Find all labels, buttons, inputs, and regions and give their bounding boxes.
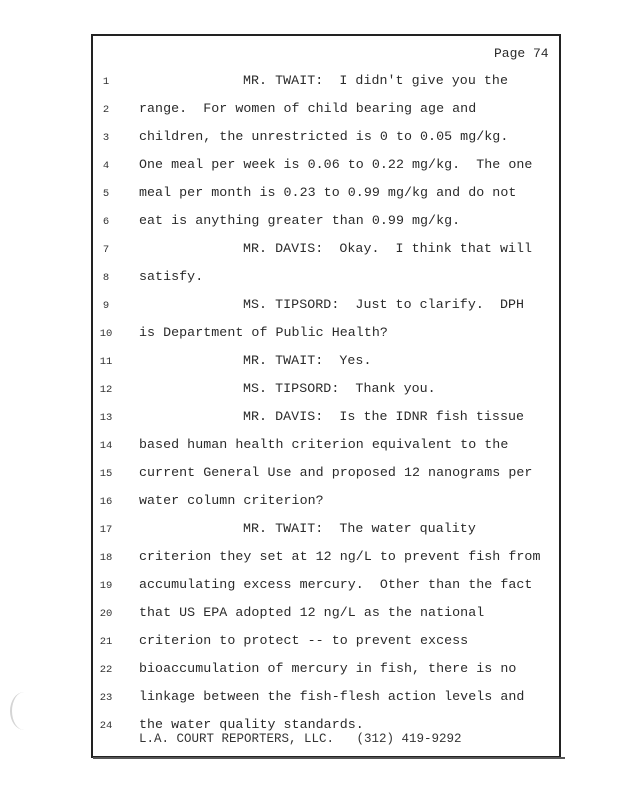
line-text: MS. TIPSORD: Thank you. [243, 381, 436, 396]
line-number: 18 [99, 552, 113, 564]
line-text: children, the unrestricted is 0 to 0.05 mg/kg. [139, 129, 509, 144]
line-text: meal per month is 0.23 to 0.99 mg/kg and do not [139, 185, 517, 200]
transcript-line [0, 437, 600, 457]
transcript-line [0, 661, 600, 681]
line-number: 12 [99, 384, 113, 396]
transcript-line [0, 633, 600, 653]
court-reporter-footer: L.A. COURT REPORTERS, LLC. (312) 419-9292 [139, 732, 462, 746]
line-text: linkage between the fish-flesh action levels and [139, 689, 525, 704]
page-frame-shadow [93, 757, 565, 759]
transcript-line [0, 269, 600, 289]
line-number: 21 [99, 636, 113, 648]
line-text: satisfy. [139, 269, 204, 284]
transcript-line [0, 325, 600, 345]
line-text: MR. TWAIT: I didn't give you the [243, 73, 508, 88]
transcript-line [0, 465, 600, 485]
transcript-line [0, 241, 600, 261]
transcript-line [0, 549, 600, 569]
transcript-line [0, 689, 600, 709]
transcript-line [0, 213, 600, 233]
line-number: 23 [99, 692, 113, 704]
transcript-line [0, 605, 600, 625]
line-number: 7 [102, 244, 110, 256]
line-text: MR. TWAIT: The water quality [243, 521, 476, 536]
line-text: is Department of Public Health? [139, 325, 388, 340]
line-text: MS. TIPSORD: Just to clarify. DPH [243, 297, 525, 312]
line-text: the water quality standards. [139, 717, 364, 732]
transcript-line [0, 409, 600, 429]
line-number: 24 [99, 720, 113, 732]
line-number: 14 [99, 440, 113, 452]
line-number: 17 [99, 524, 113, 536]
transcript-line [0, 493, 600, 513]
line-text: water column criterion? [139, 493, 324, 508]
line-number: 10 [99, 328, 113, 340]
line-number: 5 [102, 188, 110, 200]
transcript-line [0, 185, 600, 205]
line-text: MR. DAVIS: Is the IDNR fish tissue [243, 409, 525, 424]
transcript-line [0, 73, 600, 93]
transcript-line [0, 297, 600, 317]
transcript-line [0, 129, 600, 149]
transcript-line [0, 157, 600, 177]
line-text: criterion they set at 12 ng/L to prevent fish from [139, 549, 541, 564]
line-number: 8 [102, 272, 110, 284]
line-text: bioaccumulation of mercury in fish, there is no [139, 661, 517, 676]
line-number: 4 [102, 160, 110, 172]
page-number: Page 74 [494, 46, 549, 61]
line-number: 6 [102, 216, 110, 228]
line-number: 3 [102, 132, 110, 144]
line-text: current General Use and proposed 12 nanograms per [139, 465, 533, 480]
transcript-line [0, 577, 600, 597]
line-number: 19 [99, 580, 113, 592]
line-number: 13 [99, 412, 113, 424]
line-number: 22 [99, 664, 113, 676]
line-text: eat is anything greater than 0.99 mg/kg. [139, 213, 461, 228]
line-text: range. For women of child bearing age and [139, 101, 477, 116]
line-text: One meal per week is 0.06 to 0.22 mg/kg. The one [139, 157, 533, 172]
line-number: 1 [102, 76, 110, 88]
line-number: 9 [102, 300, 110, 312]
line-text: MR. TWAIT: Yes. [243, 353, 372, 368]
line-text: that US EPA adopted 12 ng/L as the national [139, 605, 485, 620]
line-number: 16 [99, 496, 113, 508]
transcript-line [0, 381, 600, 401]
line-text: criterion to protect -- to prevent excess [139, 633, 469, 648]
line-number: 15 [99, 468, 113, 480]
line-text: accumulating excess mercury. Other than the fact [139, 577, 533, 592]
line-number: 20 [99, 608, 113, 620]
transcript-line [0, 353, 600, 373]
line-text: MR. DAVIS: Okay. I think that will [243, 241, 533, 256]
line-number: 2 [102, 104, 110, 116]
line-text: based human health criterion equivalent to the [139, 437, 509, 452]
line-number: 11 [99, 356, 113, 368]
transcript-line [0, 101, 600, 121]
transcript-line [0, 521, 600, 541]
